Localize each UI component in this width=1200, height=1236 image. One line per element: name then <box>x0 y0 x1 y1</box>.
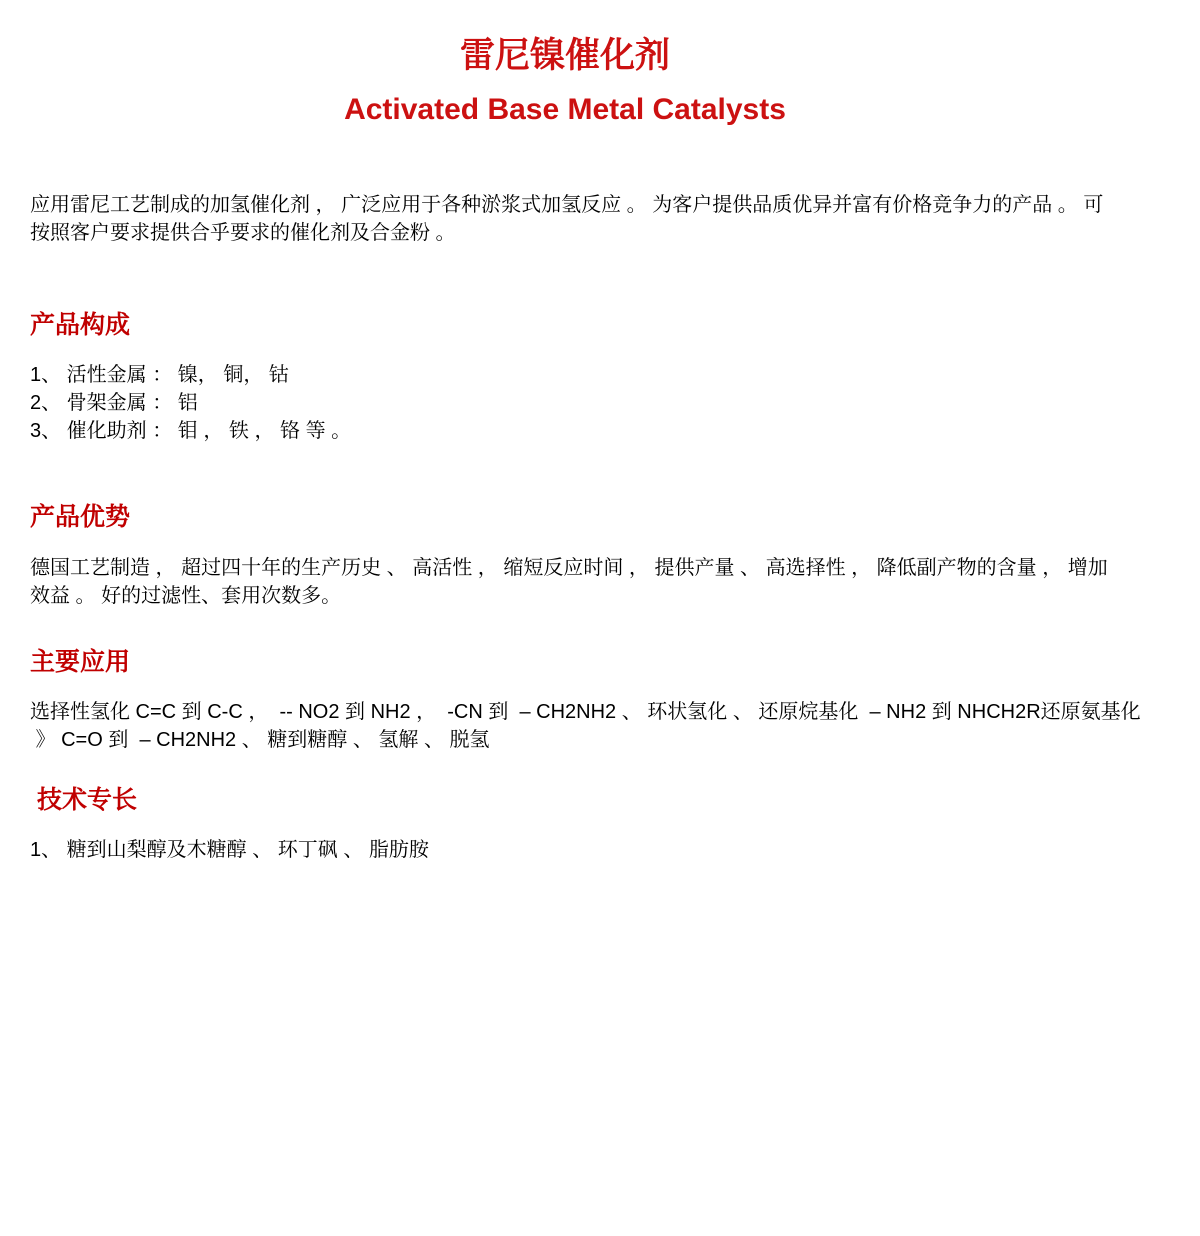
technical-expertise-list <box>30 836 1170 864</box>
text-line: 德国工艺制造 ， 超过四十年的生产历史 、 高活性 ， 缩短反应时间 ， 提供产量 、 高选择性 ， 降低副产物的含量 ， 增加 <box>30 557 1108 579</box>
text-line: 》 C=O 到 – CH2NH2 、 糖到糖醇 、 氢解 、 脱氢 <box>30 729 490 751</box>
list-item: 2、 骨架金属 ： 铝 <box>30 392 198 414</box>
text-line: 应用雷尼工艺制成的加氢催化剂 ， 广泛应用于各种淤浆式加氢反应 。 为客户提供品质优异并富有价格竞争力的产品 。 可 <box>30 194 1104 216</box>
page-title-english: Activated Base Metal Catalysts <box>344 93 786 126</box>
product-advantages-paragraph <box>30 554 1170 610</box>
list-item: 1、 活性金属 ： 镍， 铜， 钴 <box>30 364 289 386</box>
section-heading-product-advantages: 产品优势 <box>30 503 131 531</box>
document-page <box>0 36 1200 1236</box>
list-item: 1、 糖到山梨醇及木糖醇 、 环丁砜 、 脂肪胺 <box>30 839 429 861</box>
section-heading-product-composition: 产品构成 <box>30 311 131 339</box>
main-applications-paragraph <box>30 698 1170 754</box>
section-product-composition <box>30 309 1170 445</box>
document-header <box>30 36 1100 128</box>
section-heading-main-applications: 主要应用 <box>30 648 131 676</box>
text-line: 选择性氢化 C=C 到 C-C ， -- NO2 到 NH2 ， -CN 到 – CH2NH2 、 环状氢化 、 还原烷基化 – NH2 到 NHCH2R还原氨基化 <box>30 701 1141 723</box>
list-item: 3、 催化助剂 ： 钼 ， 铁 ， 铬 等 。 <box>30 420 352 442</box>
product-composition-list <box>30 361 1170 445</box>
section-main-applications <box>30 646 1170 754</box>
text-line: 按照客户要求提供合乎要求的催化剂及合金粉 。 <box>30 222 456 244</box>
section-product-advantages <box>30 501 1170 610</box>
section-technical-expertise <box>30 784 1170 864</box>
section-heading-technical-expertise: 技术专长 <box>30 786 137 814</box>
text-line: 效益 。 好的过滤性、套用次数多。 <box>30 585 342 607</box>
page-title-chinese: 雷尼镍催化剂 <box>459 36 670 75</box>
intro-paragraph <box>30 191 1170 247</box>
